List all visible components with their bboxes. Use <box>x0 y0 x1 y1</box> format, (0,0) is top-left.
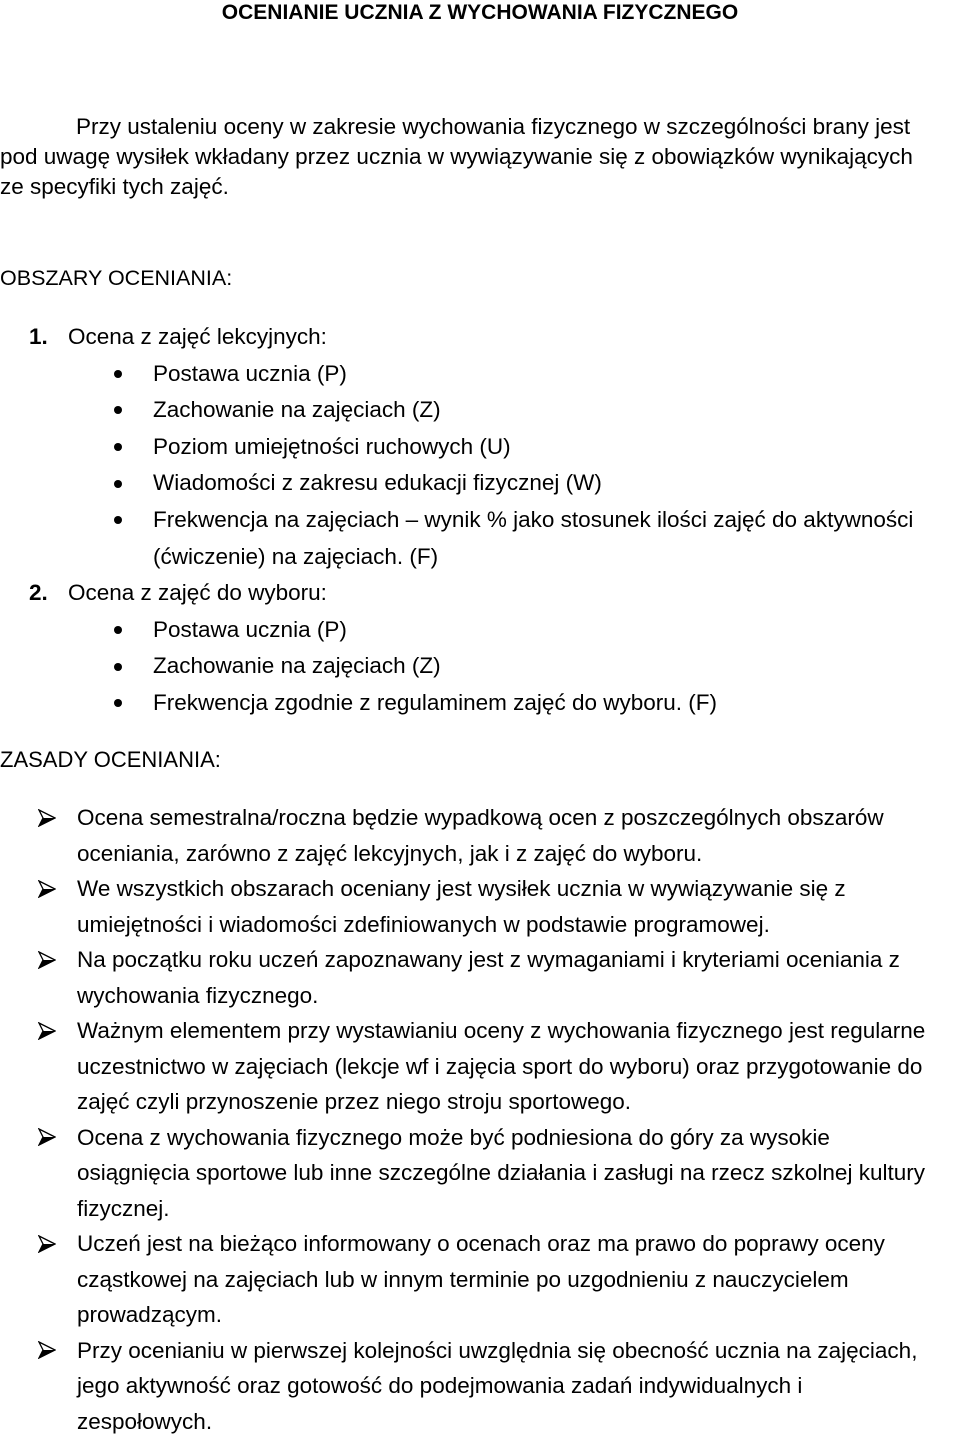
rule-item-line: oceniania, zarówno z zajęć lekcyjnych, jak i z zajęć do wyboru. <box>77 840 703 866</box>
rule-item-line: osiągnięcia sportowe lub inne szczególne działania i zasługi na rzecz szkolnej kultury <box>77 1160 925 1185</box>
area-group-heading <box>0 319 960 356</box>
intro-line: Przy ustaleniu oceny w zakresie wychowania fizycznego w szczególności brany jest <box>76 114 911 139</box>
area-item <box>0 685 960 722</box>
rule-item <box>0 1333 960 1440</box>
rule-item-line: Ocena semestralna/roczna będzie wypadkową ocen z poszczególnych obszarów <box>77 805 884 830</box>
area-group-heading <box>0 575 960 612</box>
rule-item-line: fizycznej. <box>77 1195 170 1221</box>
rule-item-line: We wszystkich obszarach oceniany jest wysiłek ucznia w wywiązywanie się z <box>77 876 846 901</box>
area-group-label: Ocena z zajęć lekcyjnych: <box>68 324 327 349</box>
area-item <box>0 356 960 393</box>
bullet-icon <box>114 626 122 634</box>
rule-item <box>0 942 960 1013</box>
bullet-icon <box>114 406 122 414</box>
rule-item-line: prowadzącym. <box>77 1302 223 1327</box>
rule-item <box>0 1226 960 1333</box>
area-item <box>0 612 960 649</box>
arrowhead-bullet-icon <box>38 880 56 898</box>
intro-line: ze specyfiki tych zajęć. <box>0 174 229 199</box>
arrowhead-bullet-icon <box>38 1022 56 1040</box>
arrowhead-bullet-icon <box>38 1235 56 1253</box>
rules-list <box>0 800 960 1439</box>
area-group-number: 2. <box>29 580 48 606</box>
area-item <box>0 502 960 575</box>
bullet-icon <box>114 516 122 524</box>
arrowhead-bullet-icon <box>38 951 56 969</box>
intro-line: pod uwagę wysiłek wkładany przez ucznia w wywiązywanie się z obowiązków wynikających <box>0 144 913 169</box>
area-item <box>0 465 960 502</box>
rule-item <box>0 871 960 942</box>
area-item-line: Wiadomości z zakresu edukacji fizycznej (W) <box>153 470 602 496</box>
arrowhead-bullet-icon <box>38 809 56 827</box>
area-item-line: Poziom umiejętności ruchowych (U) <box>153 433 511 459</box>
areas-list <box>0 319 960 722</box>
intro-paragraph <box>0 112 913 202</box>
bullet-icon <box>114 370 122 378</box>
rule-item-line: Uczeń jest na bieżąco informowany o ocenach oraz ma prawo do poprawy oceny <box>77 1231 885 1256</box>
bullet-icon <box>114 663 122 671</box>
area-item-line: Frekwencja na zajęciach – wynik % jako stosunek ilości zajęć do aktywności <box>153 506 914 532</box>
bullet-icon <box>114 699 122 707</box>
area-item <box>0 429 960 466</box>
document-title: OCENIANIE UCZNIA Z WYCHOWANIA FIZYCZNEGO <box>221 1 739 24</box>
rule-item-line: Ocena z wychowania fizycznego może być podniesiona do góry za wysokie <box>77 1124 830 1150</box>
area-group-label: Ocena z zajęć do wyboru: <box>68 580 327 606</box>
rule-item-line: uczestnictwo w zajęciach (lekcje wf i zajęcia sport do wyboru) oraz przygotowanie do <box>77 1053 923 1079</box>
rule-item-line: cząstkowej na zajęciach lub w innym terminie po uzgodnieniu z nauczycielem <box>77 1266 849 1292</box>
area-item-line: (ćwiczenie) na zajęciach. (F) <box>153 543 439 569</box>
rule-item-line: zajęć czyli przynoszenie przez niego stroju sportowego. <box>77 1089 632 1114</box>
rule-item <box>0 1120 960 1227</box>
arrowhead-bullet-icon <box>38 1128 56 1146</box>
area-item-line: Postawa ucznia (P) <box>153 360 347 386</box>
rule-item-line: Ważnym elementem przy wystawianiu oceny z wychowania fizycznego jest regularne <box>77 1018 926 1043</box>
area-item-line: Postawa ucznia (P) <box>153 616 347 642</box>
rule-item <box>0 800 960 871</box>
rules-heading: ZASADY OCENIANIA: <box>0 747 221 772</box>
rule-item-line: wychowania fizycznego. <box>77 982 319 1008</box>
rule-item-line: umiejętności i wiadomości zdefiniowanych w podstawie programowej. <box>77 911 770 937</box>
rule-item-line: zespołowych. <box>77 1408 213 1434</box>
area-item <box>0 392 960 429</box>
area-item-line: Frekwencja zgodnie z regulaminem zajęć do wyboru. (F) <box>153 689 717 715</box>
area-group-number: 1. <box>29 324 48 349</box>
area-item-line: Zachowanie na zajęciach (Z) <box>153 397 441 423</box>
areas-heading: OBSZARY OCENIANIA: <box>0 266 233 290</box>
bullet-icon <box>114 443 122 451</box>
area-item-line: Zachowanie na zajęciach (Z) <box>153 653 441 679</box>
rule-item-line: jego aktywność oraz gotowość do podejmowania zadań indywidualnych i <box>77 1373 803 1398</box>
rule-item <box>0 1013 960 1120</box>
rule-item-line: Na początku roku uczeń zapoznawany jest z wymaganiami i kryteriami oceniania z <box>77 947 900 972</box>
area-item <box>0 648 960 685</box>
bullet-icon <box>114 480 122 488</box>
arrowhead-bullet-icon <box>38 1341 56 1359</box>
rule-item-line: Przy ocenianiu w pierwszej kolejności uwzględnia się obecność ucznia na zajęciach, <box>77 1337 918 1363</box>
